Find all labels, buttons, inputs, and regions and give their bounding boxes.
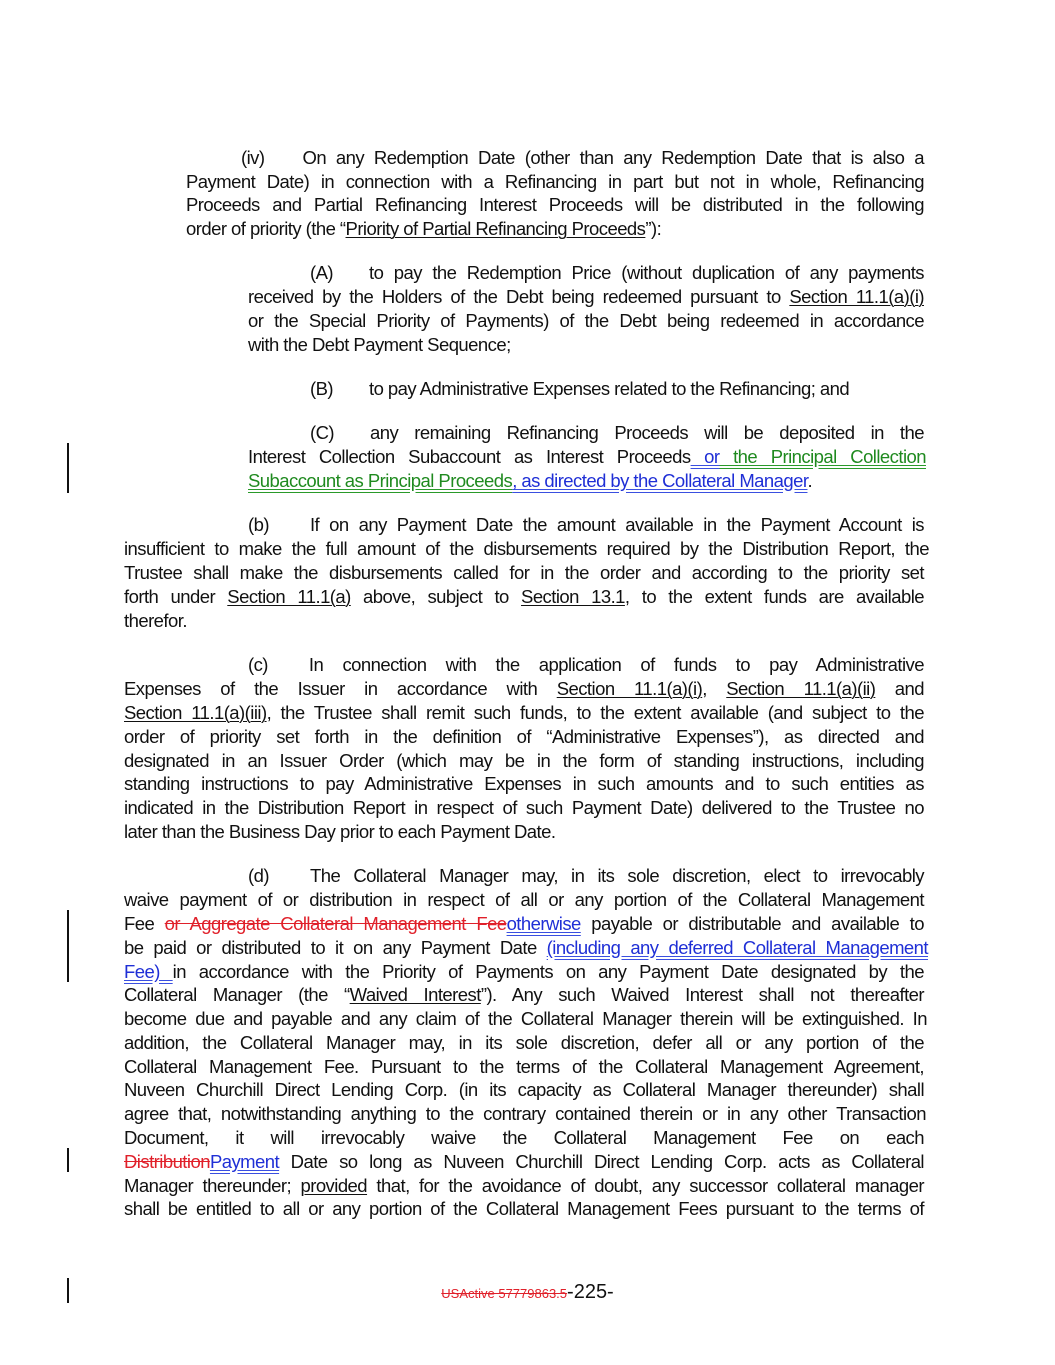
- text-line: agree that, notwithstanding anything to the contrary contained therein or in any other Transaction: [124, 1103, 926, 1124]
- text-line: Expenses of the Issuer in accordance with Section 11.1(a)(i), Section 11.1(a)(ii) and: [124, 678, 925, 699]
- text-line: Payment Date) in connection with a Refinancing in part but not in whole, Refinancing: [186, 171, 924, 192]
- text-line: order of priority set forth in the definition of “Administrative Expenses”), as directed and: [124, 726, 924, 747]
- text-line: or the Special Priority of Payments) of the Debt being redeemed in accordance: [248, 310, 924, 331]
- inserted-text: otherwise: [506, 913, 581, 934]
- text-line: later than the Business Day prior to each Payment Date.: [124, 821, 556, 842]
- deleted-text: or Aggregate Collateral Management Fee: [164, 913, 507, 934]
- text-line: Document, it will irrevocably waive the Collateral Management Fee on each: [124, 1127, 924, 1148]
- section-reference: Section 13.1: [521, 586, 625, 607]
- text-line: Trustee shall make the disbursements called for in the order and according to the priority set: [124, 562, 924, 583]
- section-reference: Section 11.1(a): [227, 586, 351, 607]
- change-bar: [67, 910, 69, 982]
- inserted-text: , as directed by the Collateral Manager: [512, 470, 808, 491]
- para-label: (b): [248, 514, 269, 535]
- text-line: (C) any remaining Refinancing Proceeds will be deposited in the: [310, 422, 924, 443]
- text-line: indicated in the Distribution Report in respect of such Payment Date) delivered to the Trustee no: [124, 797, 924, 818]
- text-line: Interest Collection Subaccount as Interest Proceeds or the Principal Collection: [248, 446, 926, 467]
- change-bar: [67, 443, 69, 493]
- text-line: waive payment of or distribution in respect of all or any portion of the Collateral Management: [124, 889, 924, 910]
- text-line: Section 11.1(a)(iii), the Trustee shall remit such funds, to the extent available (and subject to the: [124, 702, 924, 723]
- section-reference: Section 11.1(a)(i): [556, 678, 703, 699]
- para-label: (d): [248, 865, 269, 886]
- change-bar: [67, 1148, 69, 1172]
- para-label: (A): [310, 262, 334, 283]
- para-label: (C): [310, 422, 335, 443]
- text-line: addition, the Collateral Manager may, in its sole discretion, defer all or any portion of the: [124, 1032, 924, 1053]
- text-line: received by the Holders of the Debt being redeemed pursuant to Section 11.1(a)(i): [248, 286, 924, 307]
- text-line: Manager thereunder; provided that, for the avoidance of doubt, any successor collateral manager: [124, 1175, 924, 1196]
- text-line: Subaccount as Principal Proceeds, as directed by the Collateral Manager.: [248, 470, 813, 491]
- text-line: Collateral Management Fee. Pursuant to the terms of the Collateral Management Agreement,: [124, 1056, 924, 1077]
- text-line: Collateral Manager (the “Waived Interest”). Any such Waived Interest shall not thereafter: [124, 984, 925, 1005]
- text-line: (c) In connection with the application of funds to pay Administrative: [248, 654, 924, 675]
- text-line: therefor.: [124, 610, 187, 631]
- defined-term: Priority of Partial Refinancing Proceeds: [345, 218, 646, 239]
- para-label: (iv): [241, 147, 265, 168]
- page-footer: [0, 1280, 1055, 1306]
- text-line: Fee) in accordance with the Priority of Payments on any Payment Date designated by the: [124, 961, 924, 982]
- text-line: shall be entitled to all or any portion of the Collateral Management Fees pursuant to the terms of: [124, 1198, 924, 1219]
- inserted-text: Payment: [209, 1151, 280, 1172]
- page-number: -225-: [567, 1281, 614, 1303]
- para-label: (B): [310, 378, 334, 399]
- text-line: (d) The Collateral Manager may, in its sole discretion, elect to irrevocably: [248, 865, 924, 886]
- text-line: DistributionPayment Date so long as Nuveen Churchill Direct Lending Corp. acts as Collateral: [124, 1151, 924, 1172]
- text-line: insufficient to make the full amount of the disbursements required by the Distribution Report, the: [124, 538, 929, 559]
- text-line: Fee or Aggregate Collateral Management Feeotherwise payable or distributable and available to: [124, 913, 924, 934]
- inserted-text: Subaccount as Principal Proceeds: [248, 470, 513, 491]
- defined-term: Waived Interest: [349, 984, 481, 1005]
- text-line: (iv) On any Redemption Date (other than any Redemption Date that is also a: [241, 147, 924, 168]
- para-label: (c): [248, 654, 268, 675]
- deleted-doc-id: USActive 57779863.5: [441, 1286, 568, 1301]
- inserted-text: the Principal Collection: [719, 446, 926, 467]
- text-line: Proceeds and Partial Refinancing Interest Proceeds will be distributed in the following: [186, 194, 924, 215]
- inserted-text: (including any deferred Collateral Management: [546, 937, 929, 958]
- text-line: forth under Section 11.1(a) above, subject to Section 13.1, to the extent funds are available: [124, 586, 925, 607]
- emphasized-term: provided: [300, 1175, 368, 1196]
- text-line: (b) If on any Payment Date the amount available in the Payment Account is: [248, 514, 924, 535]
- section-reference: Section 11.1(a)(iii): [124, 702, 267, 723]
- text-line: (A) to pay the Redemption Price (without duplication of any payments: [310, 262, 924, 283]
- deleted-text: Distribution: [124, 1151, 210, 1172]
- text-line: be paid or distributed to it on any Payment Date (including any deferred Collateral Management: [124, 937, 929, 958]
- inserted-text: or: [690, 446, 720, 467]
- inserted-text: Fee): [124, 961, 173, 982]
- text-line: Nuveen Churchill Direct Lending Corp. (in its capacity as Collateral Manager thereunder) shall: [124, 1079, 924, 1100]
- text-line: with the Debt Payment Sequence;: [248, 334, 511, 355]
- text-line: become due and payable and any claim of the Collateral Manager therein will be extinguished. In: [124, 1008, 927, 1029]
- section-reference: Section 11.1(a)(ii): [726, 678, 876, 699]
- text-line: designated in an Issuer Order (which may be in the form of standing instructions, including: [124, 750, 924, 771]
- text-line: order of priority (the “Priority of Partial Refinancing Proceeds”):: [186, 218, 662, 239]
- section-reference: Section 11.1(a)(i): [789, 286, 924, 307]
- text-line: standing instructions to pay Administrative Expenses in such amounts and to such entities as: [124, 773, 924, 794]
- text-line: (B) to pay Administrative Expenses related to the Refinancing; and: [310, 378, 850, 399]
